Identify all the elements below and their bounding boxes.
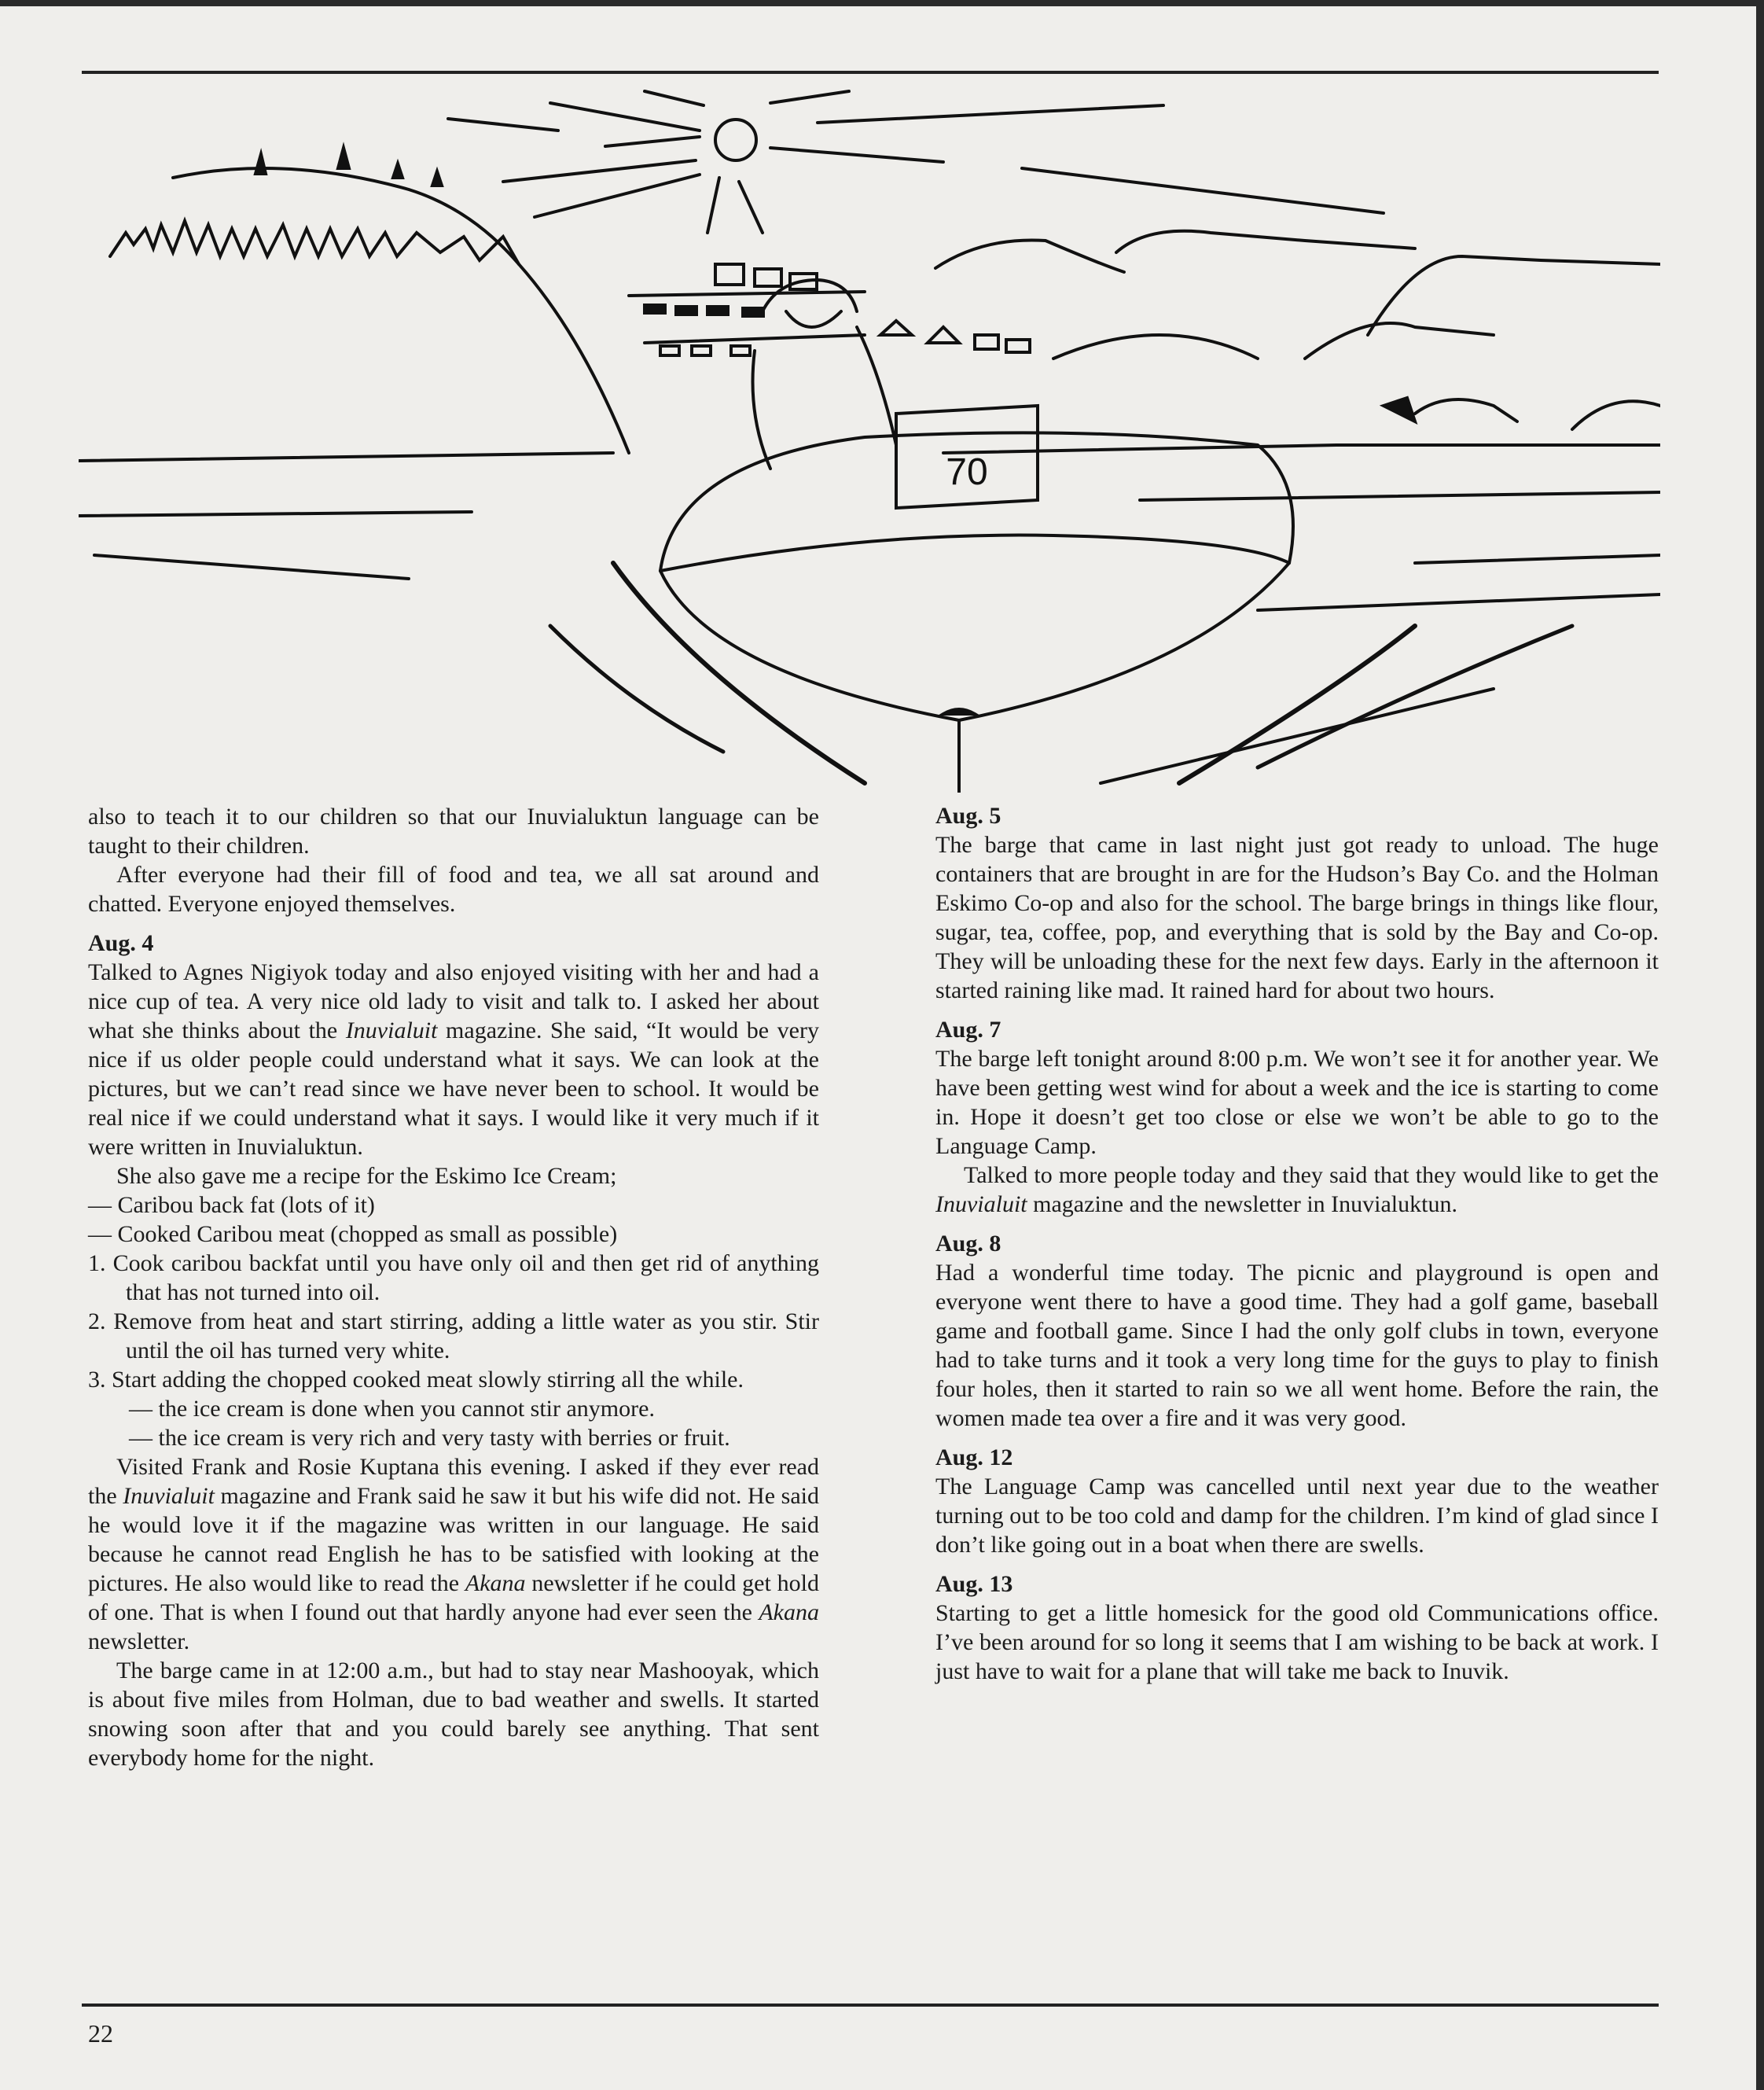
paragraph: Talked to Agnes Nigiyok today and also enjoyed visiting with her and had a nice cup of tea. A very nice old lady to visit and talk to. I asked her about what she thinks about the Inuvialuit magazine. She said, “It would be very nice if us older people could understand what it says. We can look at the pictures, but we can’t read since we have never been to school. It would be real nice if we could understand what it says. I would like it very much if it were written in Inuvialuktun. [88,959,819,1160]
paragraph: After everyone had their fill of food and tea, we all sat around and chatted. Everyone enjoyed themselves. [88,862,819,917]
scan-border-top [0,0,1764,6]
paragraph: Starting to get a little homesick for the good old Communications office. I’ve been around for so long it seems that I am wishing to be back at work. I just have to wait for a plane that will take me back to Inuvik. [935,1600,1659,1684]
date-heading: Aug. 8 [935,1231,1001,1257]
right-text-column [935,802,1659,1686]
paragraph: Had a wonderful time today. The picnic and playground is open and everyone went there to have a good time. They had a golf game, baseball game and football game. Since I had the only golf clubs in town, everyone had to take turns and it took a very long time for the guys to play to finish four holes, then it started to rain so we all went home. Before the rain, the women made tea over a fire and it was very good. [935,1260,1659,1431]
ingredient-item: — Cooked Caribou meat (chopped as small as possible) [88,1221,618,1247]
recipe-note: — the ice cream is very rich and very tasty with berries or fruit. [129,1425,730,1451]
paragraph: The barge that came in last night just got ready to unload. The huge containers that are brought in are for the Hudson’s Bay Co. and the Holman Eskimo Co-op and also for the school. The barge brings in things like flour, sugar, tea, coffee, pop, and everything that is sold by the Bay and Co-op. They will be unloading these for the next few days. Early in the afternoon it started raining like mad. It rained hard for about two hours. [935,832,1659,1003]
sun-icon [715,120,756,160]
paragraph: Talked to more people today and they said that they would like to get the Inuvialuit magazine and the newsletter in Inuvialuktun. [935,1162,1659,1217]
date-heading: Aug. 12 [935,1444,1013,1470]
ingredient-item: — Caribou back fat (lots of it) [88,1192,375,1218]
paragraph: Visited Frank and Rosie Kuptana this evening. I asked if they ever read the Inuvialuit magazine and Frank said he saw it but his wife did not. He said he would love it if the magazine was written in our language. He said because he cannot read English he has to be satisfied with looking at the pictures. He also would like to read the Akana newsletter if he could get hold of one. That is when I found out that hardly anyone had ever seen the Akana newsletter. [88,1454,819,1654]
scan-border-right [1756,0,1764,2090]
date-heading: Aug. 13 [935,1571,1013,1597]
paragraph: She also gave me a recipe for the Eskimo Ice Cream; [116,1163,617,1189]
boat-landscape-illustration [79,75,1660,793]
date-heading: Aug. 7 [935,1017,1001,1043]
bottom-rule [82,2004,1659,2007]
paragraph: The barge came in at 12:00 a.m., but had to stay near Mashooyak, which is about five miles from Holman, due to bad weather and swells. It started snowing soon after that and you could barely see anything. That sent everybody home for the night. [88,1658,819,1771]
date-heading: Aug. 5 [935,803,1001,829]
recipe-step: 3. Start adding the chopped cooked meat slowly stirring all the while. [88,1367,744,1393]
left-text-column [88,802,819,1772]
paragraph: also to teach it to our children so that our Inuvialuktun language can be taught to their children. [88,804,819,859]
recipe-step: 2. Remove from heat and start stirring, adding a little water as you stir. Stir until the oil has turned very white. [88,1308,819,1363]
recipe-step: 1. Cook caribou backfat until you have only oil and then get rid of anything that has not turned into oil. [88,1250,819,1305]
top-rule [82,71,1659,74]
recipe-note: — the ice cream is done when you cannot stir anymore. [129,1396,655,1422]
page-number: 22 [88,2019,113,2048]
date-heading: Aug. 4 [88,930,154,956]
paragraph: The barge left tonight around 8:00 p.m. We won’t see it for another year. We have been getting west wind for about a week and the ice is starting to come in. Hope it doesn’t get too close or else we won’t be able to go to the Language Camp. [935,1046,1659,1159]
boat-number: 70 [946,451,988,493]
paragraph: The Language Camp was cancelled until next year due to the weather turning out to be too cold and damp for the children. I’m kind of glad since I don’t like going out in a boat when there are swells. [935,1474,1659,1558]
